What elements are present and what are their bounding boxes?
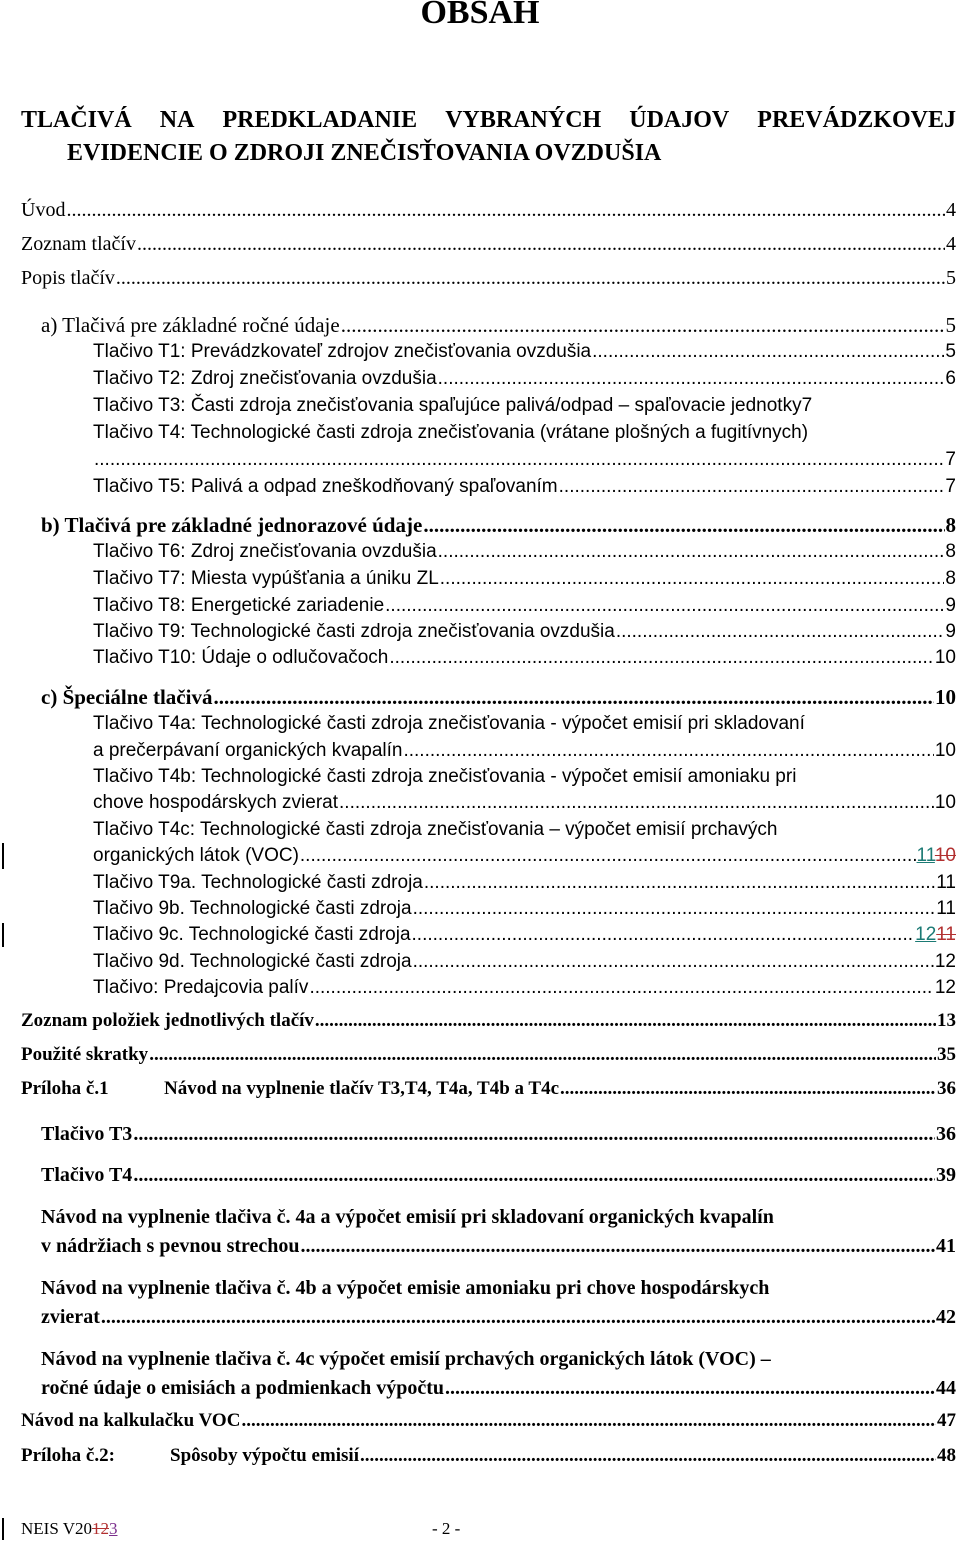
toc-label: zvierat: [41, 1306, 100, 1328]
toc-leader: [413, 898, 936, 920]
toc-entry-t9a[interactable]: [93, 872, 956, 894]
footer-version-deleted: 12: [92, 1519, 109, 1538]
toc-label: Úvod: [21, 199, 66, 221]
toc-page: 36: [936, 1123, 956, 1145]
toc-leader: [301, 1235, 935, 1258]
toc-entry-section-c[interactable]: [41, 685, 956, 710]
footer-version: [21, 1519, 118, 1539]
toc-page: 44: [936, 1377, 956, 1399]
toc-leader: [413, 951, 934, 973]
deleted-page-number: 11: [936, 924, 956, 945]
toc-leader: [360, 1445, 936, 1467]
revision-bar: [2, 843, 4, 869]
toc-label: v nádržiach s pevnou strechou: [41, 1235, 300, 1257]
toc-entry-section-b[interactable]: [41, 513, 956, 538]
heading-word: ÚDAJOV: [629, 107, 730, 133]
toc-label: Použité skratky: [21, 1044, 149, 1065]
toc-leader: [424, 872, 935, 894]
toc-label: a prečerpávaní organických kvapalín: [93, 740, 403, 761]
toc-label: Návod na kalkulačku VOC: [21, 1410, 241, 1431]
toc-label: Tlačivo 9b. Technologické časti zdroja: [93, 898, 412, 919]
toc-label-text: Spôsoby výpočtu emisií: [170, 1445, 359, 1466]
toc-entry-section-a[interactable]: [41, 313, 956, 338]
footer-version-inserted: 3: [109, 1519, 118, 1538]
heading-word: PREVÁDZKOVEJ: [757, 107, 956, 133]
toc-page: 10: [934, 647, 956, 668]
toc-page: 8: [945, 513, 956, 537]
toc-label: Tlačivo T2: Zdroj znečisťovania ovzdušia: [93, 368, 437, 389]
toc-label: Tlačivo T10: Údaje o odlučovačoch: [93, 647, 389, 668]
toc-page: 12: [934, 977, 956, 998]
toc-page: 6: [945, 368, 956, 389]
toc-page: 11: [936, 872, 956, 893]
toc-entry-zoznam-tlaciv[interactable]: [21, 233, 956, 256]
toc-page: 10: [934, 792, 956, 813]
toc-label: Príloha č.2:: [21, 1445, 115, 1466]
toc-label: Tlačivo 9d. Technologické časti zdroja: [93, 951, 412, 972]
toc-page: 39: [936, 1164, 956, 1186]
heading-word: NA: [159, 107, 195, 133]
toc-page: [917, 845, 956, 867]
toc-label: Tlačivo T9a. Technologické časti zdroja: [93, 872, 423, 893]
toc-label: chove hospodárskych zvierat: [93, 792, 339, 813]
toc-entry-priloha-1[interactable]: [21, 1078, 956, 1100]
inserted-page-number: 12: [915, 924, 937, 945]
heading-word: VYBRANÝCH: [445, 107, 602, 133]
toc-page: 41: [936, 1235, 956, 1257]
toc-entry-navod-4a-line1[interactable]: Návod na vyplnenie tlačiva č. 4a a výpočet emisií pri skladovaní organických kvapalín: [41, 1206, 774, 1228]
toc-leader: [241, 1410, 936, 1432]
toc-entry-navod-4c-line2[interactable]: [41, 1377, 956, 1400]
toc-label: Tlačivo T7: Miesta vypúšťania a úniku ZL: [93, 568, 439, 589]
toc-label: Tlačivo T3: [41, 1123, 133, 1145]
document-heading: [21, 104, 956, 170]
toc-entry-t4b-line1[interactable]: Tlačivo T4b: Technologické časti zdroja znečisťovania - výpočet emisií amoniaku pri: [93, 766, 797, 787]
toc-entry-t10[interactable]: [93, 647, 956, 669]
toc-leader: [341, 313, 945, 338]
toc-page: 4: [946, 199, 956, 221]
toc-leader: [559, 476, 945, 498]
revision-bar: [2, 1518, 4, 1540]
toc-entry-t3[interactable]: [93, 395, 812, 417]
toc-entry-t8[interactable]: [93, 595, 956, 617]
inserted-page-number: 11: [916, 845, 935, 866]
heading-line-2: EVIDENCIE O ZDROJI ZNEČISŤOVANIA OVZDUŠIA: [67, 140, 662, 166]
toc-entry-t4a-line1[interactable]: Tlačivo T4a: Technologické časti zdroja znečisťovania - výpočet emisií pri skladovaní: [93, 713, 805, 734]
toc-entry-t9d[interactable]: [93, 951, 956, 973]
toc-entry-t2[interactable]: [93, 368, 956, 390]
heading-word: PREDKLADANIE: [222, 107, 418, 133]
page-title: OBSAH: [420, 0, 540, 31]
toc-leader: [438, 368, 945, 390]
toc-leader: [592, 341, 944, 363]
toc-page: 11: [936, 898, 956, 919]
toc-entry-skratky[interactable]: [21, 1044, 956, 1066]
toc-leader: [616, 621, 945, 643]
heading-line-1: [21, 104, 956, 137]
toc-label: b) Tlačivá pre základné jednorazové údaje: [41, 513, 423, 537]
toc-page: 5: [946, 267, 956, 289]
toc-leader: [440, 568, 945, 590]
toc-entry-zoznam-poloziek[interactable]: [21, 1010, 956, 1032]
toc-page: 7: [801, 395, 813, 416]
footer-version-prefix: NEIS V20: [21, 1519, 92, 1538]
toc-leader: [385, 595, 944, 617]
toc-page: 5: [945, 313, 956, 337]
toc-page: 10: [935, 685, 956, 709]
toc-page: 5: [945, 341, 956, 362]
toc-page: 10: [934, 740, 956, 761]
toc-label: c) Špeciálne tlačivá: [41, 685, 213, 709]
revision-bar: [2, 923, 4, 947]
toc-entry-t1[interactable]: [93, 341, 956, 363]
toc-entry-popis-tlaciv[interactable]: [21, 267, 956, 290]
toc-entry-tlacivo-t4[interactable]: [41, 1164, 956, 1187]
toc-page: 48: [937, 1445, 956, 1466]
toc-page: 9: [945, 621, 956, 642]
toc-label: Tlačivo 9c. Technologické časti zdroja: [93, 924, 411, 945]
toc-entry-t9[interactable]: [93, 621, 956, 643]
toc-entry-t4b-line2[interactable]: [93, 792, 956, 814]
toc-leader: [309, 977, 933, 999]
toc-page: 7: [945, 449, 956, 470]
toc-page: 35: [937, 1044, 956, 1065]
toc-entry-t4c-line2[interactable]: [93, 845, 956, 867]
toc-entry-t5[interactable]: [93, 476, 956, 498]
toc-page: 7: [945, 476, 956, 497]
toc-leader: [412, 924, 915, 946]
toc-leader: [94, 449, 944, 471]
toc-leader: [149, 1044, 936, 1066]
toc-entry-navod-4b-line1[interactable]: Návod na vyplnenie tlačiva č. 4b a výpočet emisie amoniaku pri chove hospodárskych: [41, 1277, 770, 1299]
toc-label: Tlačivo: Predajcovia palív: [93, 977, 309, 998]
toc-page: 9: [945, 595, 956, 616]
toc-page: 8: [945, 568, 956, 589]
toc-page: 42: [936, 1306, 956, 1328]
toc-label: Tlačivo T9: Technologické časti zdroja znečisťovania ovzdušia: [93, 621, 615, 642]
toc-entry-t4-line2[interactable]: [93, 449, 956, 471]
toc-leader: [133, 1123, 935, 1146]
toc-label: organických látok (VOC): [93, 845, 299, 866]
toc-label: Tlačivo T5: Palivá a odpad zneškodňovaný spaľovaním: [93, 476, 558, 497]
toc-leader: [66, 199, 945, 222]
toc-leader: [133, 1164, 935, 1187]
toc-entry-navod-4b-line2[interactable]: [41, 1306, 956, 1329]
toc-label-text: Návod na vyplnenie tlačív T3,T4, T4a, T4b a T4c: [164, 1078, 560, 1099]
toc-entry-t7[interactable]: [93, 568, 956, 590]
toc-label: ročné údaje o emisiách a podmienkach výpočtu: [41, 1377, 444, 1399]
deleted-page-number: 10: [934, 845, 956, 866]
footer-page-number: - 2 -: [432, 1519, 461, 1538]
toc-page: 36: [937, 1078, 956, 1099]
toc-leader: [116, 267, 945, 290]
toc-leader: [137, 233, 945, 256]
toc-label: Príloha č.1: [21, 1078, 109, 1099]
toc-entry-uvod[interactable]: [21, 199, 956, 222]
toc-entry-t9b[interactable]: [93, 898, 956, 920]
toc-page: 47: [937, 1410, 956, 1431]
toc-leader: [403, 740, 933, 762]
toc-leader: [315, 1010, 936, 1032]
toc-label: Zoznam položiek jednotlivých tlačív: [21, 1010, 314, 1031]
toc-entry-navod-4c-line1[interactable]: Návod na vyplnenie tlačiva č. 4c výpočet emisií prchavých organických látok (VOC) –: [41, 1348, 771, 1370]
toc-leader: [423, 513, 944, 538]
toc-label: Tlačivo T3: Časti zdroja znečisťovania spaľujúce palivá/odpad – spaľovacie jednotky: [93, 395, 802, 416]
heading-word: TLAČIVÁ: [21, 107, 132, 133]
toc-label: Tlačivo T1: Prevádzkovateľ zdrojov znečisťovania ovzdušia: [93, 341, 592, 362]
toc-leader: [300, 845, 916, 867]
toc-leader: [213, 685, 934, 710]
toc-entry-t9c[interactable]: [93, 924, 956, 946]
toc-page: 12: [934, 951, 956, 972]
toc-entry-tlacivo-t3[interactable]: [41, 1123, 956, 1146]
toc-entry-t4c-line1[interactable]: Tlačivo T4c: Technologické časti zdroja znečisťovania – výpočet emisií prchavých: [93, 819, 778, 840]
toc-leader: [389, 647, 933, 669]
toc-entry-priloha-2[interactable]: [21, 1445, 956, 1467]
toc-leader: [445, 1377, 935, 1400]
toc-page: 13: [937, 1010, 956, 1031]
toc-leader: [560, 1078, 936, 1100]
toc-leader: [101, 1306, 935, 1329]
toc-entry-t6[interactable]: [93, 541, 956, 563]
toc-page: 4: [946, 233, 956, 255]
toc-entry-t4a-line2[interactable]: [93, 740, 956, 762]
toc-label: Tlačivo T6: Zdroj znečisťovania ovzdušia: [93, 541, 437, 562]
toc-label: Tlačivo T4: [41, 1164, 133, 1186]
toc-leader: [339, 792, 934, 814]
toc-entry-t4-line1[interactable]: Tlačivo T4: Technologické časti zdroja znečisťovania (vrátane plošných a fugitívnych): [93, 422, 809, 443]
toc-entry-navod-4a-line2[interactable]: [41, 1235, 956, 1258]
toc-entry-predajcovia[interactable]: [93, 977, 956, 999]
toc-label: a) Tlačivá pre základné ročné údaje: [41, 313, 340, 337]
toc-leader: [438, 541, 945, 563]
toc-page: 8: [945, 541, 956, 562]
toc-entry-kalkulacka[interactable]: [21, 1410, 956, 1432]
toc-label: Zoznam tlačív: [21, 233, 136, 255]
toc-label: Tlačivo T8: Energetické zariadenie: [93, 595, 385, 616]
toc-page: [915, 924, 956, 946]
toc-label: Popis tlačív: [21, 267, 115, 289]
